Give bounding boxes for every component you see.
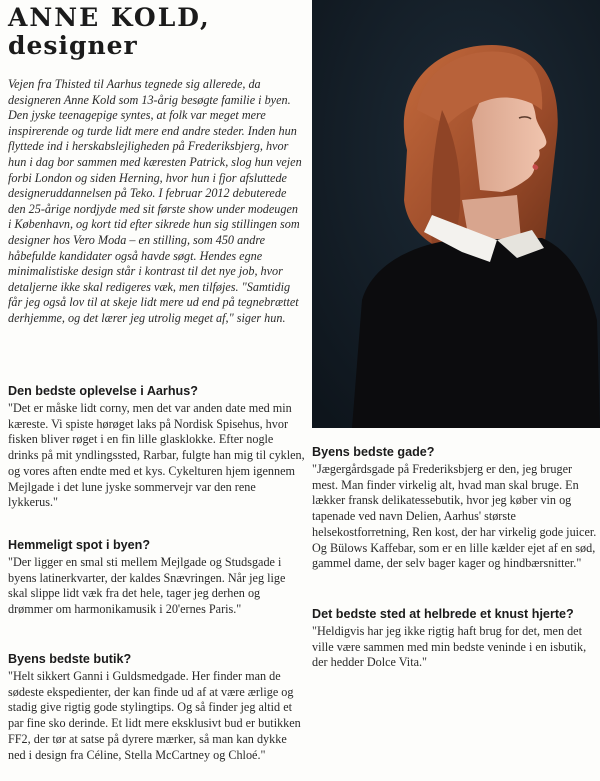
- section-answer: "Der ligger en smal sti mellem Mejlgade og Studsgade i byens latinerkvarter, der kaldes Snævringen. Når jeg lige skal slippe lidt væk fra det hele, tager jeg derhen og drømmer om harmonikamusik i 20'ernes Paris.": [8, 555, 286, 617]
- section-heading: Byens bedste gade?: [312, 445, 435, 459]
- article-title: [8, 4, 308, 60]
- section-heading: Det bedste sted at helbrede et knust hjerte?: [312, 607, 574, 621]
- title-name: ANNE KOLD,: [8, 3, 211, 32]
- section-answer: "Det er måske lidt corny, men det var anden date med min kæreste. Vi spiste hørøget laks på Nordisk Spisehus, hvor fisken bliver røget i en fin lille glasklokke. Efter nogle drinks på mit yndlingssted, Rarbar, fulgte han mig til cyklen, og vores aften endte med et kys. Cykelturen hjem igennem Mejlgade i det lune jyske sommervejr var den rene lykkerus.": [8, 401, 305, 510]
- section-broken-heart: [312, 606, 597, 671]
- section-answer: "Jægergårdsgade på Frederiksbjerg er den, jeg bruger mest. Man finder virkelig alt, hvad man skal bruge. En lækker fransk delikatessebutik, hvor jeg køber vin og tapenade ved navn Delien, Aarhus' største helsekostforretning, Ren kost, der har virkelig gode juicer. Og Bülows Kaffebar, som er en lille kælder ejet af en sød, gammel dame, der selv bager kager og hindbærsnitter.": [312, 462, 597, 571]
- section-answer: "Heldigvis har jeg ikke rigtig haft brug for det, men det ville være sammen med min bedste veninde i en isbutik, der hedder Dolce Vita.": [312, 624, 587, 670]
- section-best-experience: [8, 383, 306, 511]
- section-heading: Hemmeligt spot i byen?: [8, 538, 151, 552]
- portrait-illustration: [312, 0, 600, 428]
- portrait-photo: [312, 0, 600, 428]
- section-secret-spot: [8, 537, 306, 618]
- section-best-shop: [8, 651, 306, 763]
- section-answer: "Helt sikkert Ganni i Guldsmedgade. Her finder man de sødeste ekspedienter, der kan finde ud af at være ærlige og stadig give rigtig gode stylingtips. Og så finder jeg altid et par fine sko derinde. Et lidt mere eksklusivt bud er butikken FF2, der tør at satse på dyrere mærker, så man kan dykke ned i design fra Céline, Stella McCartney og Chloé.": [8, 669, 301, 762]
- section-best-street: [312, 444, 597, 572]
- title-role: designer: [8, 31, 138, 60]
- intro-paragraph: Vejen fra Thisted til Aarhus tegnede sig allerede, da designeren Anne Kold som 13-årig besøgte familie i byen. Den jyske teenagepige syntes, at folk var meget mere inspirerende og turde lidt mere end andre steder. Inden hun flyttede ind i herskabslejligheden på Frederiksbjerg, hvor hun i dag bor sammen med kæresten Patrick, slog hun vejen forbi London og siden Herning, hvor hun i fjor afsluttede designeruddannelsen på Teko. I februar 2012 debuterede den 25-årige nordjyde med sit første show under modeugen i København, og kort tid efter sikrede hun sig stillingen som designer hos Vero Moda – en stilling, som 450 andre håbefulde kandidater også havde søgt. Hendes egne minimalistiske design står i kontrast til det nye job, hvor detaljerne ikke skal redigeres væk, men tilføjes. "Samtidig får jeg også lov til at skeje lidt mere ud end på tegnebrættet derhjemme, og det lærer jeg utrolig meget af," siger hun.: [8, 77, 302, 325]
- section-heading: Byens bedste butik?: [8, 652, 132, 666]
- section-heading: Den bedste oplevelse i Aarhus?: [8, 384, 198, 398]
